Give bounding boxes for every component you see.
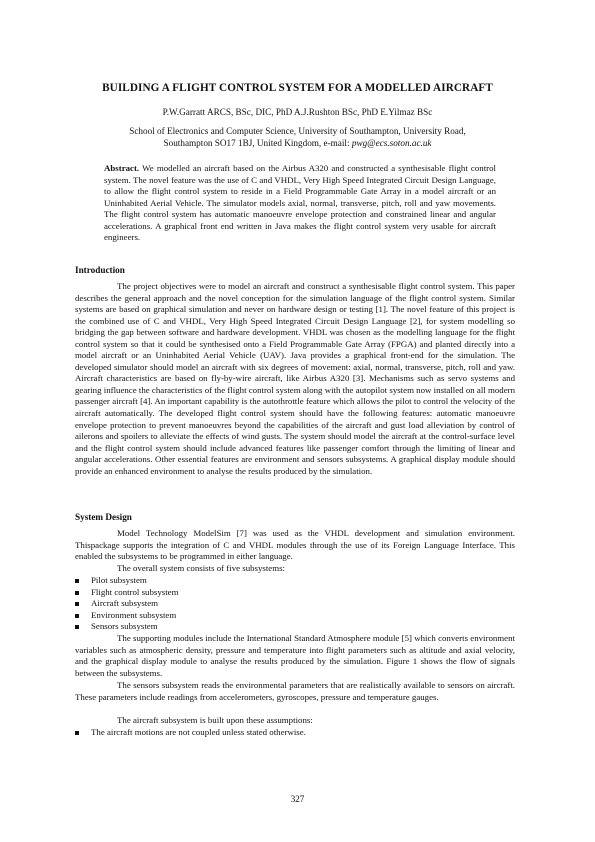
section-heading-system-design: System Design	[75, 512, 132, 522]
introduction-text: The project objectives were to model an aircraft and construct a synthesisable flight control system. This paper describes the general approach and the novel conception for the simulation language of the flight control system. Similar systems are based on graphical simulation and never on hardware design or testing [1]. The novel feature of this project is the combined use of C and VHDL, Very High Speed Integrated Circuit Design Language [2], for system modelling so bridging the gap between software and hardware development. VHDL was chosen as the modelling language for the flight control system so that it could be synthesised onto a Field Programmable Gate Array (FPGA) and planted directly into a model aircraft or an Uninhabited Aerial Vehicle (UAV). Java provides a graphical front-end for the simulation. The developed simulator should model an aircraft with six degrees of movement: axial, normal, transverse, pitch, roll and yaw. Aircraft characteristics are based on fly-by-wire aircraft, like Airbus A320 [3]. Mechanisms such as servo systems and gearing influence the characteristics of the flight control system along with the autopilot system now installed on all modern passenger aircraft [4]. An important capability is the autothrottle feature which allows the pilot to control the velocity of the aircraft automatically. The developed flight control system should have the following features: automatic manoeuvre envelope protection to prevent manoeuvres beyond the capabilities of the aircraft and gust load alleviation by control of ailerons and spoilers to alleviate the effects of wind gusts. The system should model the aircraft at the control-surface level and the flight control system should include advanced features like passenger comfort through the limiting of linear and angular accelerations. Other essential features are environment and sensors subsystems. A graphical display module should provide an enhanced environment to analyse the results produced by the simulation.	[75, 281, 515, 476]
author-list: P.W.Garratt ARCS, BSc, DIC, PhD A.J.Rushton BSc, PhD E.Yilmaz BSc	[162, 107, 433, 117]
system-design-text-5: The aircraft subsystem is built upon these assumptions:	[117, 715, 313, 725]
assumption-list	[75, 727, 515, 739]
list-item: Sensors subsystem	[75, 621, 515, 633]
affiliation-line-2: Southampton SO17 1BJ, United Kingdom, e-mail:	[163, 138, 352, 149]
system-design-paragraph-3	[75, 633, 515, 679]
bullet-icon	[75, 579, 79, 583]
system-design-paragraph-1	[75, 528, 515, 563]
abstract	[104, 163, 496, 244]
bullet-icon	[75, 731, 79, 735]
list-item: Environment subsystem	[75, 610, 515, 622]
bullet-icon	[75, 625, 79, 629]
bullet-icon	[75, 602, 79, 606]
system-design-text-1: Model Technology ModelSim [7] was used as the VHDL development and simulation environment. Thispackage supports the integration of C and VHDL modules through the use of its Foreign Language Interface. This enabled the subsystems to be programmed in either language.	[75, 528, 515, 562]
section-heading-introduction: Introduction	[75, 265, 125, 275]
subsystem-list	[75, 575, 515, 633]
abstract-label: Abstract.	[104, 163, 140, 173]
page-number: 327	[290, 794, 305, 804]
system-design-text-4: The sensors subsystem reads the environmental parameters that are realistically available to sensors on aircraft. These parameters include readings from accelerometers, gyroscopes, pressure and temperature gauges.	[75, 680, 515, 702]
list-item: Flight control subsystem	[75, 587, 515, 599]
system-design-paragraph-2	[75, 563, 515, 575]
system-design-paragraph-5	[75, 715, 515, 727]
list-item: Aircraft subsystem	[75, 598, 515, 610]
introduction-paragraph	[75, 281, 515, 477]
paper-title: BUILDING A FLIGHT CONTROL SYSTEM FOR A MODELLED AIRCRAFT	[102, 82, 493, 94]
email-address: pwg@ecs.soton.ac.uk	[351, 138, 432, 149]
abstract-text: We modelled an aircraft based on the Airbus A320 and constructed a synthesisable flight control system. The novel feature was the use of C and VHDL, Very High Speed Integrated Circuit Design Language, to allow the flight control system to reside in a Field Programmable Gate Array in a model aircraft or an Uninhabited Aerial Vehicle. The simulator models axial, normal, transverse, pitch, roll and yaw movements. The flight control system has automatic manoeuvre envelope protection and constrained linear and angular accelerations. A graphical front end written in Java makes the flight control system very usable for aircraft engineers.	[104, 163, 496, 243]
system-design-paragraph-4	[75, 680, 515, 703]
list-item: Pilot subsystem	[75, 575, 515, 587]
list-item: The aircraft motions are not coupled unless stated otherwise.	[75, 727, 515, 739]
bullet-icon	[75, 614, 79, 618]
bullet-icon	[75, 591, 79, 595]
system-design-text-3: The supporting modules include the International Standard Atmosphere module [5] which converts environment variables such as atmospheric density, pressure and temperature into flight parameters such as altitude and axial velocity, and the graphical display module to analyse the results produced by the simulation. Figure 1 shows the flow of signals between the subsystems.	[75, 633, 515, 678]
affiliation-line-1: School of Electronics and Computer Science, University of Southampton, University Road,	[129, 126, 466, 136]
system-design-text-2: The overall system consists of five subsystems:	[117, 563, 286, 573]
affiliation	[0, 125, 595, 149]
